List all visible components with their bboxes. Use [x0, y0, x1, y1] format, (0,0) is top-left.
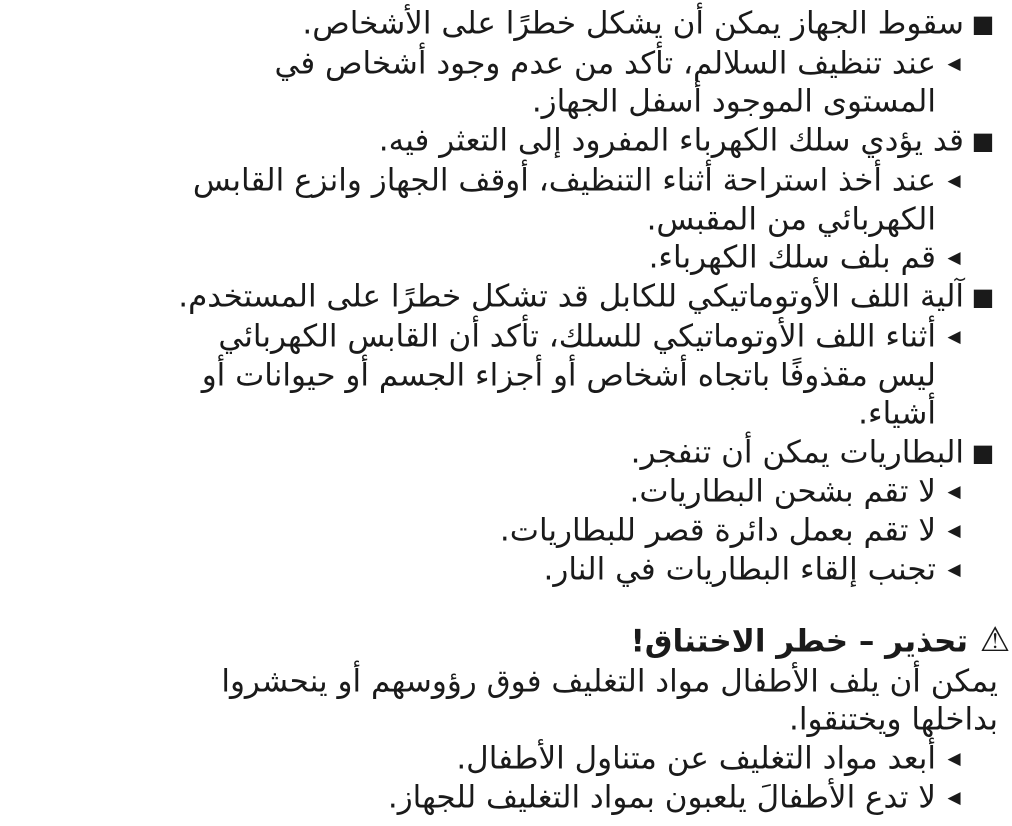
instruction-step	[0, 159, 998, 199]
square-bullet-icon: ■	[971, 282, 995, 311]
instruction-step	[0, 509, 998, 549]
instruction-text: لا تقم بشحن البطاريات.	[629, 473, 936, 510]
hazard-text: قد يؤدي سلك الكهرباء المفرود إلى التعثر فيه.	[378, 122, 964, 159]
instruction-step	[0, 776, 998, 816]
hazard-item	[0, 275, 998, 315]
triangle-bullet-icon: ◀	[947, 170, 961, 191]
instruction-text: ليس مقذوفًا باتجاه أشخاص أو أجزاء الجسم أو حيوانات أو	[201, 357, 936, 394]
hazard-text: البطاريات يمكن أن تنفجر.	[630, 434, 964, 471]
instruction-step	[0, 470, 998, 510]
instruction-step	[0, 236, 998, 276]
instruction-text: أبعد مواد التغليف عن متناول الأطفال.	[456, 740, 936, 777]
instruction-text: عند تنظيف السلالم، تأكد من عدم وجود أشخاص في	[274, 45, 936, 82]
hazard-item	[0, 2, 998, 42]
instruction-text: تجنب إلقاء البطاريات في النار.	[543, 551, 936, 588]
instruction-text: المستوى الموجود أسفل الجهاز.	[531, 83, 936, 120]
instruction-text: عند أخذ استراحة أثناء التنظيف، أوقف الجهاز وانزع القابس	[192, 162, 936, 199]
instruction-text: قم بلف سلك الكهرباء.	[648, 239, 936, 276]
instruction-step	[0, 42, 998, 82]
triangle-bullet-icon: ◀	[947, 247, 961, 268]
warning-title-line	[0, 620, 1011, 660]
warning-triangle-icon: ⚠	[979, 620, 1011, 660]
instruction-step	[0, 548, 998, 588]
triangle-bullet-icon: ◀	[947, 559, 961, 580]
triangle-bullet-icon: ◀	[947, 787, 961, 808]
warning-body-line	[0, 660, 998, 700]
square-bullet-icon: ■	[971, 9, 995, 38]
triangle-bullet-icon: ◀	[947, 520, 961, 541]
warning-body-text: يمكن أن يلف الأطفال مواد التغليف فوق رؤوسهم أو ينحشروا	[221, 663, 998, 700]
hazard-item	[0, 119, 998, 159]
instruction-step	[0, 315, 998, 355]
triangle-bullet-icon: ◀	[947, 481, 961, 502]
instruction-step-continuation	[0, 198, 998, 238]
hazard-text: سقوط الجهاز يمكن أن يشكل خطرًا على الأشخاص.	[302, 5, 964, 42]
square-bullet-icon: ■	[971, 126, 995, 155]
instruction-text: لا تقم بعمل دائرة قصر للبطاريات.	[499, 512, 936, 549]
square-bullet-icon: ■	[971, 438, 995, 467]
warning-body-line	[0, 698, 998, 738]
instruction-step-continuation	[0, 80, 998, 120]
instruction-text: لا تدع الأطفالَ يلعبون بمواد التغليف للجهاز.	[387, 779, 936, 816]
triangle-bullet-icon: ◀	[947, 326, 961, 347]
triangle-bullet-icon: ◀	[947, 53, 961, 74]
warning-title: تحذير – خطر الاختناق!	[630, 623, 968, 660]
instruction-step-continuation	[0, 392, 998, 432]
instruction-step-continuation	[0, 354, 998, 394]
hazard-text: آلية اللف الأوتوماتيكي للكابل قد تشكل خطرًا على المستخدم.	[178, 278, 964, 315]
instruction-text: أثناء اللف الأوتوماتيكي للسلك، تأكد أن القابس الكهربائي	[218, 318, 936, 355]
triangle-bullet-icon: ◀	[947, 748, 961, 769]
instruction-text: أشياء.	[858, 395, 936, 432]
warning-body-text: بداخلها ويختنقوا.	[788, 701, 998, 738]
hazard-item	[0, 431, 998, 471]
instruction-text: الكهربائي من المقبس.	[646, 201, 936, 238]
instruction-step	[0, 737, 998, 777]
